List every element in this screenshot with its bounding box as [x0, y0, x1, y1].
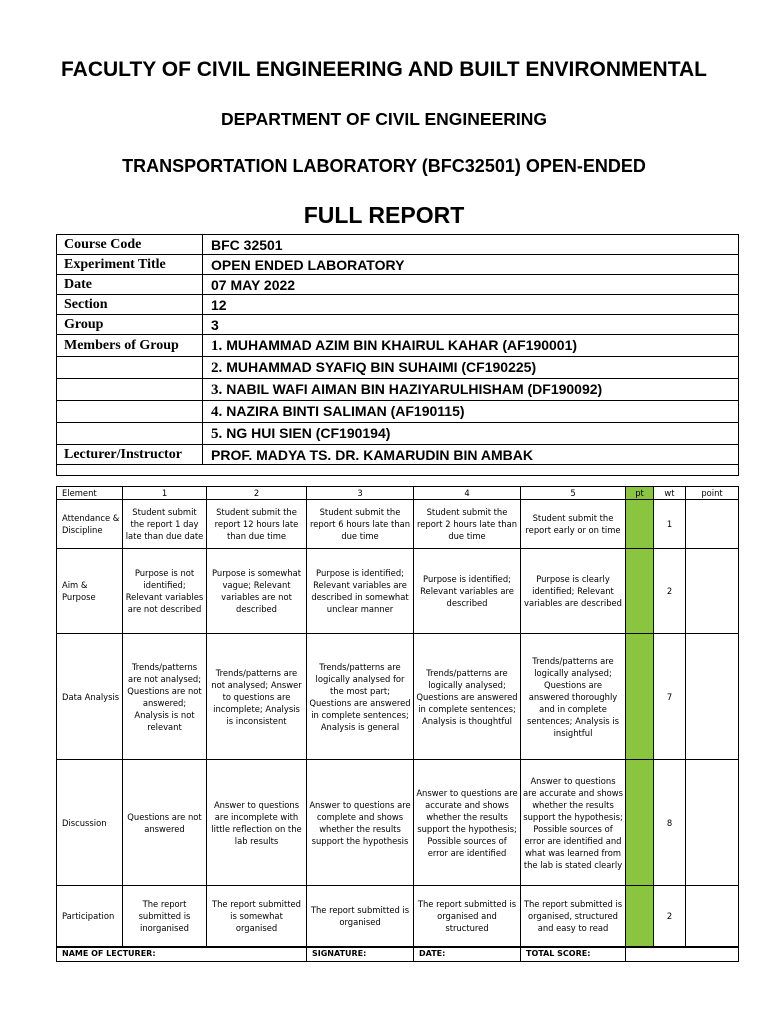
member-row [57, 357, 739, 379]
lecturer-row [57, 445, 739, 465]
rubric-weight: 7 [654, 634, 686, 760]
rubric-element: Attendance & Discipline [57, 500, 123, 549]
rubric-cell: Student submit the report 12 hours late than due time [207, 500, 307, 549]
member-row [57, 335, 739, 357]
rubric-cell: Trends/patterns are not analysed; Answer to questions are incomplete; Analysis is inconsistent [207, 634, 307, 760]
group-label: Group [57, 315, 203, 335]
footer-date-label: DATE: [414, 947, 521, 962]
rubric-row-participation [57, 886, 739, 947]
rubric-header-level: 3 [307, 487, 414, 500]
rubric-point-cell [686, 549, 739, 634]
member-row [57, 379, 739, 401]
course-code-row [57, 235, 739, 255]
rubric-row-aim [57, 549, 739, 634]
rubric-header-pt: pt [626, 487, 654, 500]
rubric-table [56, 486, 739, 962]
member-name: MUHAMMAD AZIM BIN KHAIRUL KAHAR (AF190001) [226, 336, 578, 353]
member-number: 4. [211, 403, 223, 420]
rubric-pt-cell [626, 500, 654, 549]
experiment-title-label: Experiment Title [57, 255, 203, 275]
total-score-value [626, 947, 739, 962]
rubric-point-cell [686, 886, 739, 947]
member-name: MUHAMMAD SYAFIQ BIN SUHAIMI (CF190225) [226, 358, 537, 375]
rubric-cell: Purpose is not identified; Relevant variables are not described [123, 549, 207, 634]
rubric-cell: Purpose is identified; Relevant variables are described [414, 549, 521, 634]
rubric-cell: Answer to questions are incomplete with little reflection on the lab results [207, 760, 307, 886]
rubric-header-element: Element [57, 487, 123, 500]
section-label: Section [57, 295, 203, 315]
lab-title: TRANSPORTATION LABORATORY (BFC32501) OPEN-ENDED [122, 156, 646, 176]
rubric-cell: Student submit the report early or on time [521, 500, 626, 549]
rubric-pt-cell [626, 886, 654, 947]
course-code-value: BFC 32501 [203, 235, 739, 255]
rubric-header-level: 1 [123, 487, 207, 500]
report-title: FULL REPORT [303, 202, 465, 228]
rubric-weight: 2 [654, 886, 686, 947]
rubric-cell: The report submitted is inorganised [123, 886, 207, 947]
date-label: Date [57, 275, 203, 295]
rubric-element: Aim & Purpose [57, 549, 123, 634]
member-number: 2. [211, 359, 223, 376]
member-1 [203, 335, 739, 357]
section-value: 12 [203, 295, 739, 315]
faculty-title: FACULTY OF CIVIL ENGINEERING AND BUILT ENVIRONMENTAL [61, 58, 707, 81]
members-label: Members of Group [57, 335, 203, 357]
rubric-cell: The report submitted is somewhat organised [207, 886, 307, 947]
experiment-title-value: OPEN ENDED LABORATORY [203, 255, 739, 275]
member-3 [203, 379, 739, 401]
rubric-pt-cell [626, 760, 654, 886]
blank-row [57, 465, 739, 476]
rubric-cell: Trends/patterns are not analysed; Questions are not answered; Analysis is not relevant [123, 634, 207, 760]
rubric-point-cell [686, 760, 739, 886]
rubric-cell: Trends/patterns are logically analysed for the most part; Questions are answered in complete sentences; Analysis is general [307, 634, 414, 760]
lecturer-value: PROF. MADYA TS. DR. KAMARUDIN BIN AMBAK [203, 445, 739, 465]
rubric-cell: The report submitted is organised, structured and easy to read [521, 886, 626, 947]
member-name: NG HUI SIEN (CF190194) [226, 424, 391, 441]
rubric-row-discussion [57, 760, 739, 886]
rubric-cell: Answer to questions are accurate and shows whether the results support the hypothesis; Possible sources of error are identified [414, 760, 521, 886]
rubric-element: Participation [57, 886, 123, 947]
rubric-header-level: 5 [521, 487, 626, 500]
rubric-cell: Purpose is somewhat vague; Relevant variables are not described [207, 549, 307, 634]
date-value: 07 MAY 2022 [203, 275, 739, 295]
total-score-label: TOTAL SCORE: [521, 947, 626, 962]
rubric-weight: 8 [654, 760, 686, 886]
course-code-label: Course Code [57, 235, 203, 255]
rubric-row-data-analysis [57, 634, 739, 760]
rubric-cell: Purpose is clearly identified; Relevant variables are described [521, 549, 626, 634]
member-name: NAZIRA BINTI SALIMAN (AF190115) [226, 402, 465, 419]
rubric-cell: Trends/patterns are logically analysed; Questions are answered in complete sentences; Analysis is thoughtful [414, 634, 521, 760]
experiment-title-row [57, 255, 739, 275]
lecturer-name-label: NAME OF LECTURER: [57, 947, 307, 962]
member-row [57, 401, 739, 423]
member-number: 3. [211, 381, 223, 398]
rubric-cell: The report submitted is organised and structured [414, 886, 521, 947]
rubric-element: Data Analysis [57, 634, 123, 760]
member-number: 5. [211, 425, 223, 442]
member-name: NABIL WAFI AIMAN BIN HAZIYARULHISHAM (DF190092) [226, 380, 603, 397]
rubric-cell: Student submit the report 2 hours late than due time [414, 500, 521, 549]
date-row [57, 275, 739, 295]
rubric-footer-row [57, 947, 739, 962]
rubric-point-cell [686, 500, 739, 549]
department-title: DEPARTMENT OF CIVIL ENGINEERING [220, 109, 548, 129]
course-info-table [56, 234, 739, 476]
member-row [57, 423, 739, 445]
rubric-cell: Student submit the report 1 day late than due date [123, 500, 207, 549]
rubric-header-point: point [686, 487, 739, 500]
rubric-element: Discussion [57, 760, 123, 886]
rubric-header-wt: wt [654, 487, 686, 500]
rubric-point-cell [686, 634, 739, 760]
member-2 [203, 357, 739, 379]
rubric-cell: Purpose is identified; Relevant variables are described in somewhat unclear manner [307, 549, 414, 634]
group-row [57, 315, 739, 335]
rubric-header-level: 2 [207, 487, 307, 500]
rubric-pt-cell [626, 549, 654, 634]
rubric-cell: Trends/patterns are logically analysed; Questions are answered thoroughly and in complete sentences; Analysis is insightful [521, 634, 626, 760]
rubric-weight: 2 [654, 549, 686, 634]
section-row [57, 295, 739, 315]
group-value: 3 [203, 315, 739, 335]
rubric-weight: 1 [654, 500, 686, 549]
lecturer-label: Lecturer/Instructor [57, 445, 203, 465]
rubric-cell: The report submitted is organised [307, 886, 414, 947]
rubric-row-attendance [57, 500, 739, 549]
rubric-cell: Questions are not answered [123, 760, 207, 886]
rubric-cell: Answer to questions are complete and shows whether the results support the hypothesis [307, 760, 414, 886]
rubric-header-row [57, 487, 739, 500]
member-5 [203, 423, 739, 445]
rubric-header-level: 4 [414, 487, 521, 500]
rubric-cell: Answer to questions are accurate and shows whether the results support the hypothesis; Possible sources of error are identified and what was learned from the lab is stated clearly [521, 760, 626, 886]
member-number: 1. [211, 337, 223, 354]
member-4 [203, 401, 739, 423]
rubric-pt-cell [626, 634, 654, 760]
rubric-cell: Student submit the report 6 hours late than due time [307, 500, 414, 549]
signature-label: SIGNATURE: [307, 947, 414, 962]
